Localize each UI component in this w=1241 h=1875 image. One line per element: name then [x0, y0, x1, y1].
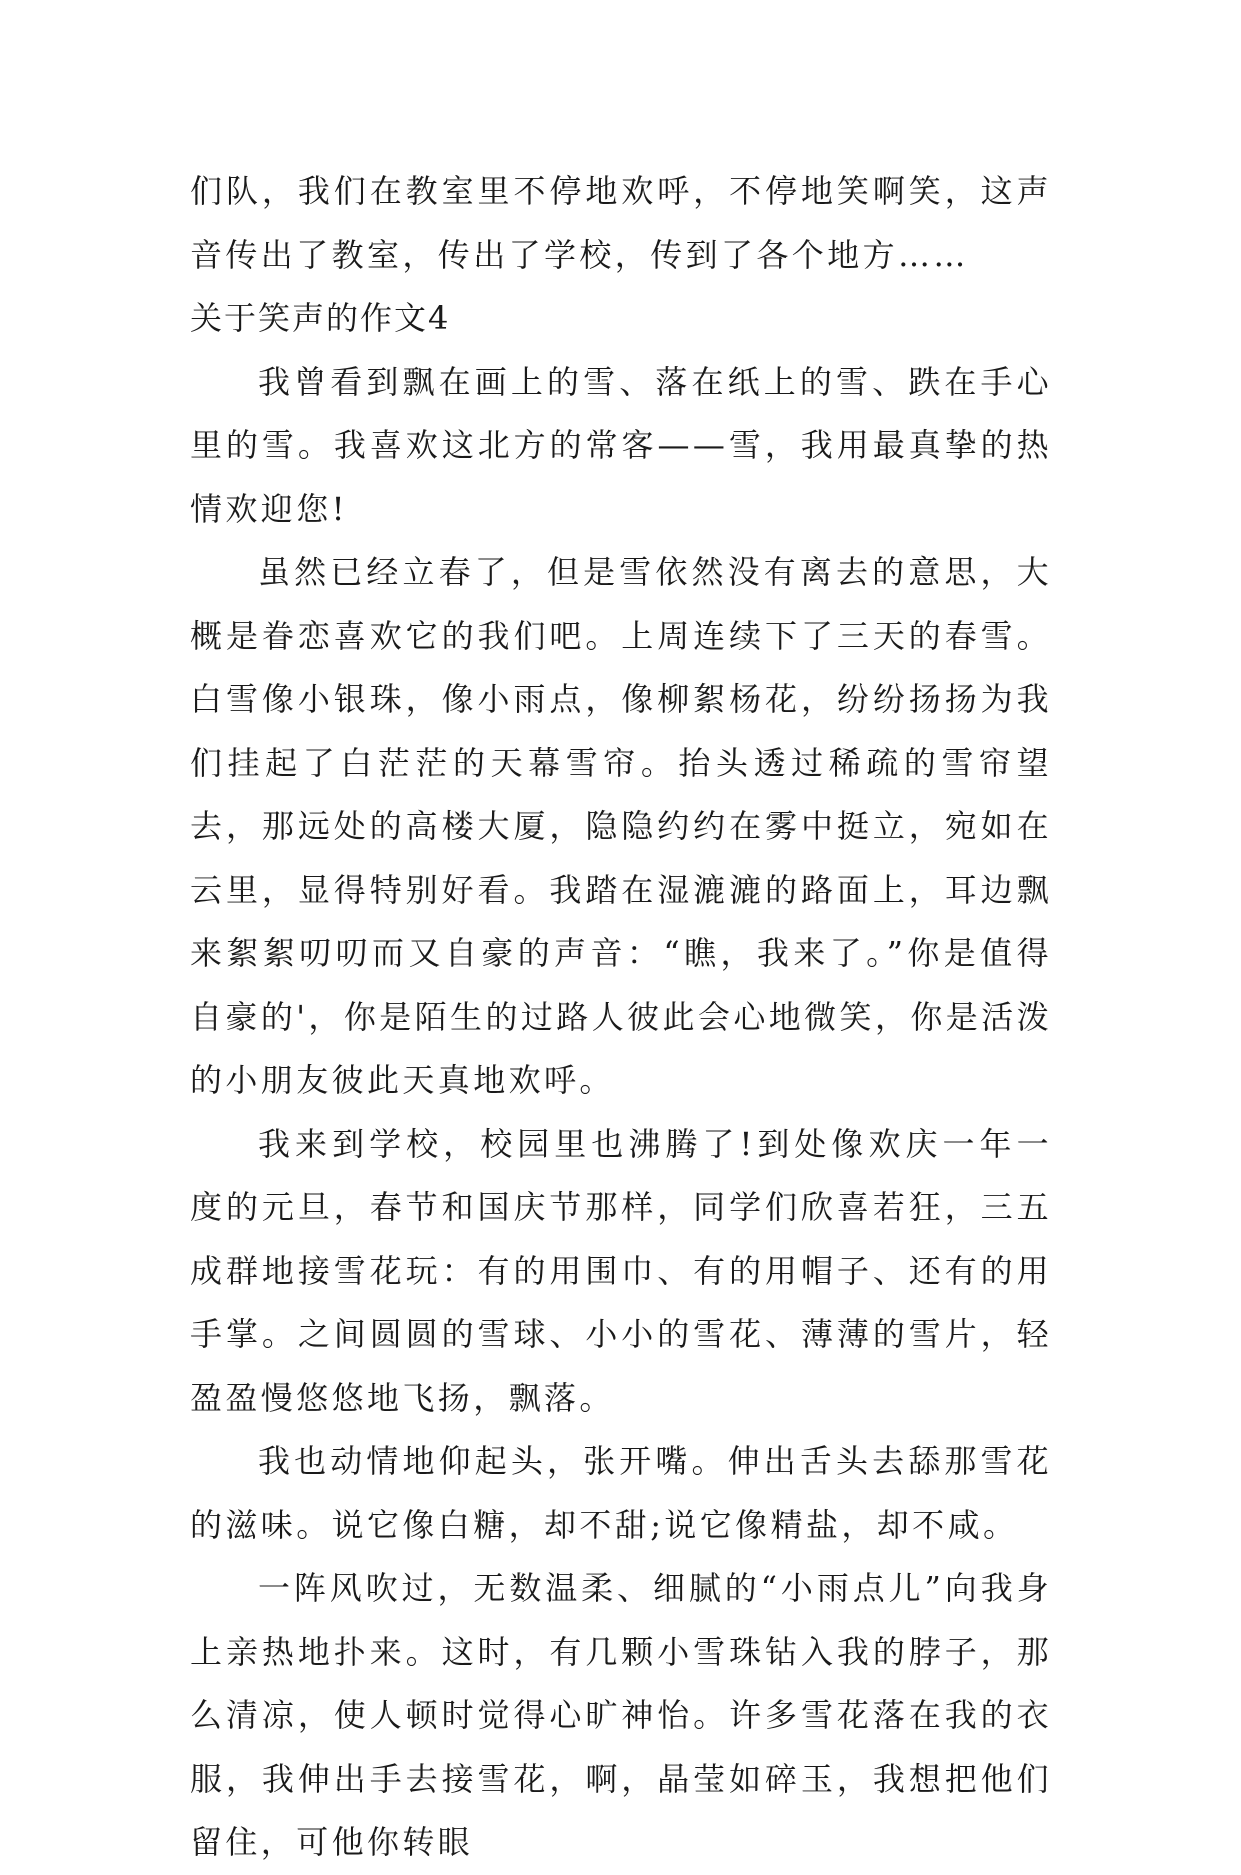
paragraph-continuation: 们队，我们在教室里不停地欢呼，不停地笑啊笑，这声音传出了教室，传出了学校，传到了各个地方…… — [190, 172, 1052, 274]
paragraph-3: 我来到学校，校园里也沸腾了!到处像欢庆一年一度的元旦，春节和国庆节那样，同学们欣喜若狂，三五成群地接雪花玩：有的用围巾、有的用帽子、还有的用手掌。之间圆圆的雪球、小小的雪花、薄薄的雪片，轻盈盈慢悠悠地飞扬，飘落。 — [190, 1124, 1052, 1417]
paragraph-5: 一阵风吹过，无数温柔、细腻的“小雨点儿”向我身上亲热地扑来。这时，有几颗小雪珠钻入我的脖子，那么清凉，使人顿时觉得心旷神怡。许多雪花落在我的衣服，我伸出手去接雪花，啊，晶莹如碎玉，我想把他们留住，可他你转眼 — [190, 1569, 1052, 1861]
paragraph-4: 我也动情地仰起头，张开嘴。伸出舌头去舔那雪花的滋味。说它像白糖，却不甜;说它像精盐，却不咸。 — [190, 1442, 1052, 1544]
paragraph-2: 虽然已经立春了，但是雪依然没有离去的意思，大概是眷恋喜欢它的我们吧。上周连续下了三天的春雪。白雪像小银珠，像小雨点，像柳絮杨花，纷纷扬扬为我们挂起了白茫茫的天幕雪帘。抬头透过稀疏的雪帘望去，那远处的高楼大厦，隐隐约约在雾中挺立，宛如在云里，显得特别好看。我踏在湿漉漉的路面上，耳边飘来絮絮叨叨而又自豪的声音：“瞧，我来了。”你是值得自豪的'，你是陌生的过路人彼此会心地微笑，你是活泼的小朋友彼此天真地欢呼。 — [190, 553, 1052, 1099]
paragraph-1: 我曾看到飘在画上的雪、落在纸上的雪、跌在手心里的雪。我喜欢这北方的常客——雪，我用最真挚的热情欢迎您! — [190, 362, 1052, 528]
section-heading: 关于笑声的作文4 — [190, 299, 451, 337]
document-page — [190, 160, 1052, 1875]
